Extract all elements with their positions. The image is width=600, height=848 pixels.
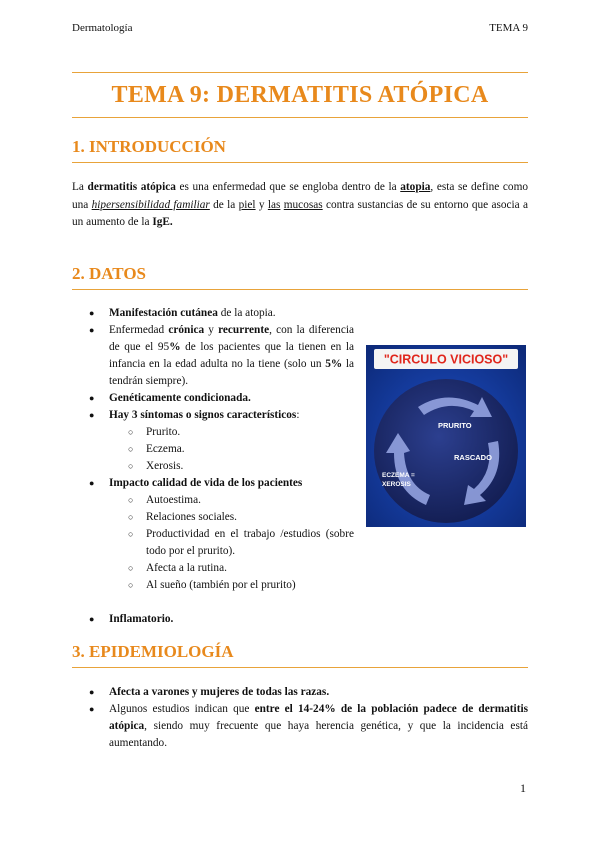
text-bold: entre el 14-24% de la población padece de dermatitis atópica: [109, 703, 528, 732]
sub-list-item: [72, 458, 354, 475]
bullet-icon: ●: [89, 478, 95, 488]
text-underline: las: [267, 198, 281, 211]
text-bold: Hay 3 síntomas o signos característicos: [109, 409, 297, 421]
bullet-icon: ●: [89, 308, 95, 318]
list-item: [72, 475, 354, 492]
diagram-label-xerosis: XEROSIS: [382, 481, 411, 488]
text: Prurito.: [146, 426, 181, 438]
text-bold: Inflamatorio.: [109, 613, 174, 625]
circle-bullet-icon: ○: [128, 529, 134, 539]
sub-list-item: [72, 577, 354, 594]
text-underline: piel: [238, 198, 256, 211]
text-bold: Genéticamente condicionada.: [109, 392, 251, 404]
circle-bullet-icon: ○: [128, 563, 134, 573]
section-heading-datos: 2. DATOS: [72, 264, 147, 283]
text: Algunos estudios indican que: [109, 703, 255, 715]
vicious-circle-diagram: [366, 345, 526, 527]
circle-bullet-icon: ○: [128, 580, 134, 590]
intro-paragraph: [72, 179, 528, 232]
text: La: [72, 181, 88, 193]
page-title: TEMA 9: DERMATITIS ATÓPICA: [111, 82, 489, 108]
datos-list: [72, 305, 354, 628]
text-bold: crónica: [168, 324, 205, 336]
text: , siendo muy frecuente que haya herencia genética, y que la incidencia está aumentando.: [109, 720, 528, 749]
text: Autoestima.: [146, 494, 201, 506]
text: es una enfermedad que se engloba dentro de la: [175, 181, 401, 193]
text-underline: mucosas: [283, 198, 323, 211]
text-bold: recurrente: [218, 324, 270, 336]
text: Afecta a la rutina.: [146, 562, 227, 574]
text: Xerosis.: [146, 460, 184, 472]
text-bold: dermatitis atópica: [87, 181, 176, 193]
text: Enfermedad: [109, 324, 169, 336]
section-rule-epidemiologia: [72, 667, 528, 668]
list-item: [72, 322, 354, 390]
text-bold: 5%: [325, 358, 343, 370]
header-left: Dermatología: [72, 22, 133, 34]
sub-list-item: [72, 424, 354, 441]
text: , con la diferencia de que el 95: [109, 324, 355, 353]
sub-list-item: [72, 509, 354, 526]
text: y: [255, 198, 268, 211]
text: de la: [209, 198, 239, 211]
header-right: TEMA 9: [489, 22, 528, 34]
title-rule-top: [72, 72, 528, 73]
text-bold: %: [169, 341, 181, 353]
text: contra sustancias de su entorno que asocia a un aumento de la: [72, 198, 529, 228]
text-bold: Manifestación cutánea: [109, 307, 218, 319]
text: la tendrán siempre).: [109, 358, 354, 387]
text: Al sueño (también por el prurito): [146, 579, 296, 591]
text: de la atopia.: [217, 307, 276, 319]
text: Relaciones sociales.: [146, 511, 237, 523]
bullet-icon: ●: [89, 325, 95, 335]
sub-list-item: [72, 441, 354, 458]
list-item: [72, 701, 528, 752]
text: Eczema.: [146, 443, 185, 455]
circle-bullet-icon: ○: [128, 461, 134, 471]
bullet-icon: ●: [89, 614, 95, 624]
section-heading-intro: 1. INTRODUCCIÓN: [72, 137, 226, 156]
list-item: [72, 407, 354, 424]
title-rule-bottom: [72, 117, 528, 118]
page-number: 1: [520, 781, 526, 795]
list-item: [72, 390, 354, 407]
circle-bullet-icon: ○: [128, 512, 134, 522]
bullet-icon: ●: [89, 704, 95, 714]
sub-list-item: [72, 526, 354, 560]
diagram-label-prurito: PRURITO: [438, 421, 472, 430]
text: Productividad en el trabajo /estudios (sobre todo por el prurito).: [146, 528, 354, 557]
list-item: [72, 611, 354, 628]
diagram-title: "CIRCULO VICIOSO": [383, 352, 509, 367]
circle-bullet-icon: ○: [128, 427, 134, 437]
epi-list: [72, 684, 528, 752]
text: , esta se define como una: [72, 181, 529, 211]
text: :: [296, 409, 300, 421]
text-bold: Impacto calidad de vida de los pacientes: [109, 477, 303, 489]
list-item: [72, 684, 528, 701]
diagram-label-rascado: RASCADO: [454, 453, 492, 462]
sub-list-item: [72, 560, 354, 577]
circle-bullet-icon: ○: [128, 495, 134, 505]
text-bold: IgE.: [152, 216, 173, 228]
text-italic-underline: hipersensibilidad familiar: [91, 198, 210, 211]
bullet-icon: ●: [89, 410, 95, 420]
list-item: [72, 305, 354, 322]
text-bold-underline: atopia: [400, 181, 431, 193]
bullet-icon: ●: [89, 393, 95, 403]
circle-bullet-icon: ○: [128, 444, 134, 454]
text: de los pacientes que la tienen en la infancia en la edad adulta no la tiene (solo un: [109, 341, 354, 370]
diagram-label-eczema: ECZEMA =: [382, 472, 415, 479]
section-rule-intro: [72, 162, 528, 163]
section-rule-datos: [72, 289, 528, 290]
section-heading-epidemiologia: 3. EPIDEMIOLOGÍA: [72, 642, 234, 661]
text-bold: Afecta a varones y mujeres de todas las razas.: [109, 686, 330, 698]
sub-list-item: [72, 492, 354, 509]
bullet-icon: ●: [89, 687, 95, 697]
text: y: [204, 324, 219, 336]
